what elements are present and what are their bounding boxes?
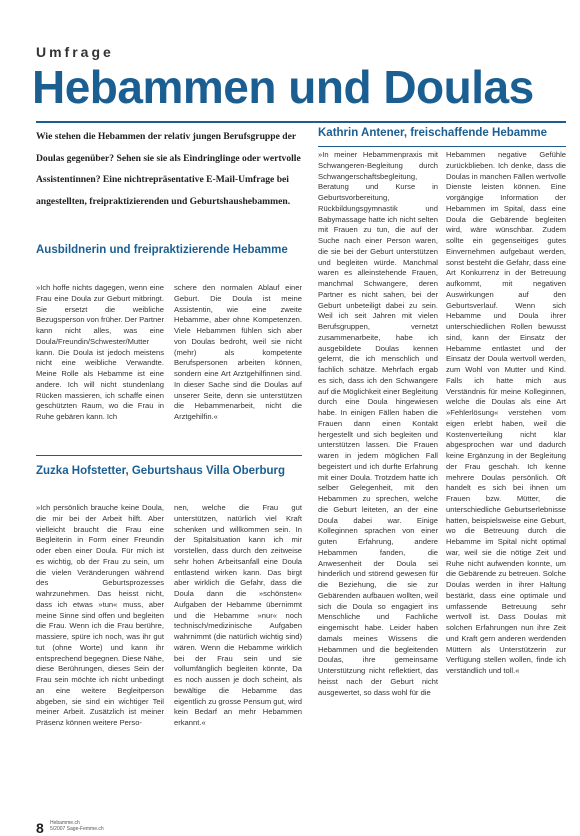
section-ausbildnerin-text-left: »Ich hoffe nichts dagegen, wenn eine Frau eine Doula zur Geburt mitbringt. Sie ersetzt die weibliche Bezugsperson von früher. Der Partner kann nicht alles, was eine Doula/Freundin/Schwester/Mutter kann. Die Doula ist jedoch meistens nicht eine weibliche Verwandte. Meine Rolle als Hebamme ist eine andere. Ich will nicht stundenlang Rücken massieren, ich schaffe einen geschützten Raum, wo die Frau in Ruhe gebären kann. Ich: [36, 283, 164, 421]
section-hofstetter-text-right: nen, welche die Frau gut unterstützen, natürlich viel Kraft schenken und willkommen sein. In der Spitalsituation kann ich mir vorstellen, dass durch den zeitweise sehr hohen Arbeitsanfall eine Doula entlastend wirken kann. Das birgt aber wirklich die Gefahr, dass die Doula dann die »schönsten« Aufgaben der Hebamme übernimmt und die Hebamme »nur« noch technisch/medizinische Aufgaben wahrnimmt (die natürlich wichtig sind) wären. Wenn die Hebamme wirklich bei der Frau sein und sie vollumfänglich begleiten könnte, Da es noch aussen je doch scheint, als bewältige die Hebamme das eigentlich zu grosse Pensum gut, wird kein Bedarf an mehr Hebammen erkannt.«: [174, 503, 302, 727]
section-heading-hofstetter: Zuzka Hofstetter, Geburtshaus Villa Oberburg: [36, 465, 286, 477]
section-ausbildnerin-text-right: schere den normalen Ablauf einer Geburt. Die Doula ist meine Assistentin, wie eine zweite Hebamme, aber ohne Kompetenzen. Viele Hebammen fühlen sich aber von Doulas bedroht, weil sie nicht (mehr) als kompetente Berufspersonen arbeiten können, sondern eine Art Arztgehilfinnen sind. In dieser Sache sind die Doulas auf unserer Seite, denn sie unterstützen die Hebammenarbeit, nicht die Arztgehilfin.«: [174, 283, 302, 421]
page-number: 8: [36, 820, 44, 836]
section-heading-ausbildnerin: Ausbildnerin und freipraktizierende Hebamme: [36, 244, 288, 256]
column-rule: [318, 146, 566, 147]
section-divider: [36, 455, 302, 456]
section-heading-antener: Kathrin Antener, freischaffende Hebamme: [318, 127, 547, 139]
footer-issue: 5/2007 Sage-Femme.ch: [50, 826, 104, 832]
section-antener-text-left: »In meiner Hebammenpraxis mit Schwangeren-Begleitung durch Schwangerschaftsbegleitung, Beratung und Kurse in Geburtsvorbereitung, Rückbildungsgymnastik und Babymassage hatte ich nicht selten mit Frauen zu tun, die auf der Suche nach einer Person waren, die sie bei der Geburt unterstützen und begleiten würde. Manchmal waren es alleinstehende Frauen, manchmal Schwangere, deren Partner es nicht sahen, bei der Geburt unbeteiligt dabei zu sein. Weil ich seit Jahren mit vielen Berufsgruppen, vernetzt zusammenarbeite, habe ich ausgebildete Doulas kennen gelernt, die ich menschlich und fachlich schätze. Mehrfach ergab es sich, dass ich den Schwangere auf die Möglichkeit einer Begleitung durch eine Doula hingewiesen habe. In einigen Fällen haben die Frauen dann einen Kontakt hergestellt und sich begleiten und unterstützen lassen. Die Frauen waren in jedem möglichen Fall begeistert und ich durfte Erfahrung mit einer Doula. Trotzdem hatte ich selber Gelegenheit, mit den Hebammen zu sprechen, welche die Geburt leiteten, an der eine Doula dabei war. Einige Kolleginnen sprachen von einer guten Erfahrung, andere Hebammen fanden, die Anwesenheit der Doula sei hinderlich und störend gewesen für die Beziehung, die sie zur Gebärenden aufbauen wollten, weil sich die Doula so engagiert ins Menschliche und Fachliche eingemischt habe. Leider haben damals meines Wissens die Hebammen und die begleitenden Doulas, ihre gemeinsame Unterstützung nicht reflektiert, das heisst nach der Geburt nicht ausgewertet, so dass wohl für die: [318, 150, 438, 697]
section-hofstetter-text-left: »Ich persönlich brauche keine Doula, die mir bei der Arbeit hilft. Aber vielleicht braucht die Frau eine Begleiterin in Form einer Freundin oder eben einer Doula. Für mich ist es wichtig, ob der Frau zu sein, um die vielen Veränderungen während des Geburtsprozesses wahrzunehmen. Das heisst nicht, dass ich etwas »tun« muss, aber meine Sinne sind offen und begleiten die Frau. Wenn ich die Frau berühre, massiere, spüre ich noch, was ihr gut tut (ohne Worte) und kann ihr entsprechend begegnen. Diese Nähe, diese Berührungen, dieses Sein der Frau sein möchte ich nicht unbedingt an eine weitere Begleitperson abgeben, sie sind ein wichtiger Teil meiner Arbeit. Zusätzlich ist meiner Präsenz können weitere Perso-: [36, 503, 164, 727]
section-kicker: Umfrage: [36, 44, 114, 60]
page-title: Hebammen und Doulas: [32, 61, 534, 113]
intro-paragraph: Wie stehen die Hebammen der relativ jungen Berufsgruppe der Doulas gegenüber? Sehen sie sie als Eindringlinge oder wertvolle Assistentinnen? Eine nichtrepräsentative E-Mail-Umfrage bei angestellten, freipraktizierenden und Geburtshaushebammen.: [36, 131, 301, 207]
footer-journal: Hebamme.ch: [50, 820, 80, 826]
section-antener-text-right: Hebammen negative Gefühle zurückblieben. Ich denke, dass die Doulas in manchen Fällen wertvolle Dienste leisten können. Eine vorgängige Information der Hebammen im Spital, dass eine Doula die Gebärende begleiten wird, wäre wünschbar. Zudem sollte ein gegenseitiges gutes Einvernehmen aufgebaut werden, sonst besteht die Gefahr, dass eine Art Konkurrenz in der Betreuung aufkommt, mit negativen Auswirkungen auf den Geburtsverlauf. Wenn sich Hebamme und Doula ihrer unterschiedlichen Rollen bewusst sind, kann der Einsatz der Hebamme entlastet und der Einsatz der Doula wertvoll werden, zum Wohl von Mutter und Kind. Falls ich hatte mich aus Verständnis für meine Kolleginnen, welche die Doulas als eine Art »Fehlerlösung« verstehen vom eigen erlebt haben, weil die Kostenverteilung nicht klar abgesprochen war und dadurch keine Ergänzung in der Begleitung der Frau geschah. Ich kenne mehrere Doulas persönlich. Oft handelt es sich bei ihnen um Frauen bzw. Mütter, die unterschiedliche Geburtserlebnisse hatten, beispielsweise eine Geburt, wo die Betreuung durch die Hebamme im Spital nicht optimal war, weil sie die nötige Zeit und Ruhe nicht aufwenden konnte, um die Gebärende zu betreuen. Solche Doulas werden in ihrer Haltung bestärkt, dass eine optimale und umfassende Betreuung sehr wertvoll ist. Dass Doulas mit solchen Erfahrungen nun ihre Zeit und Kraft gern anderen werdenden Müttern als Unterstützerin zur Verfügung stellen wollen, finde ich verständlich und toll.«: [446, 150, 566, 675]
title-rule: [36, 121, 566, 123]
